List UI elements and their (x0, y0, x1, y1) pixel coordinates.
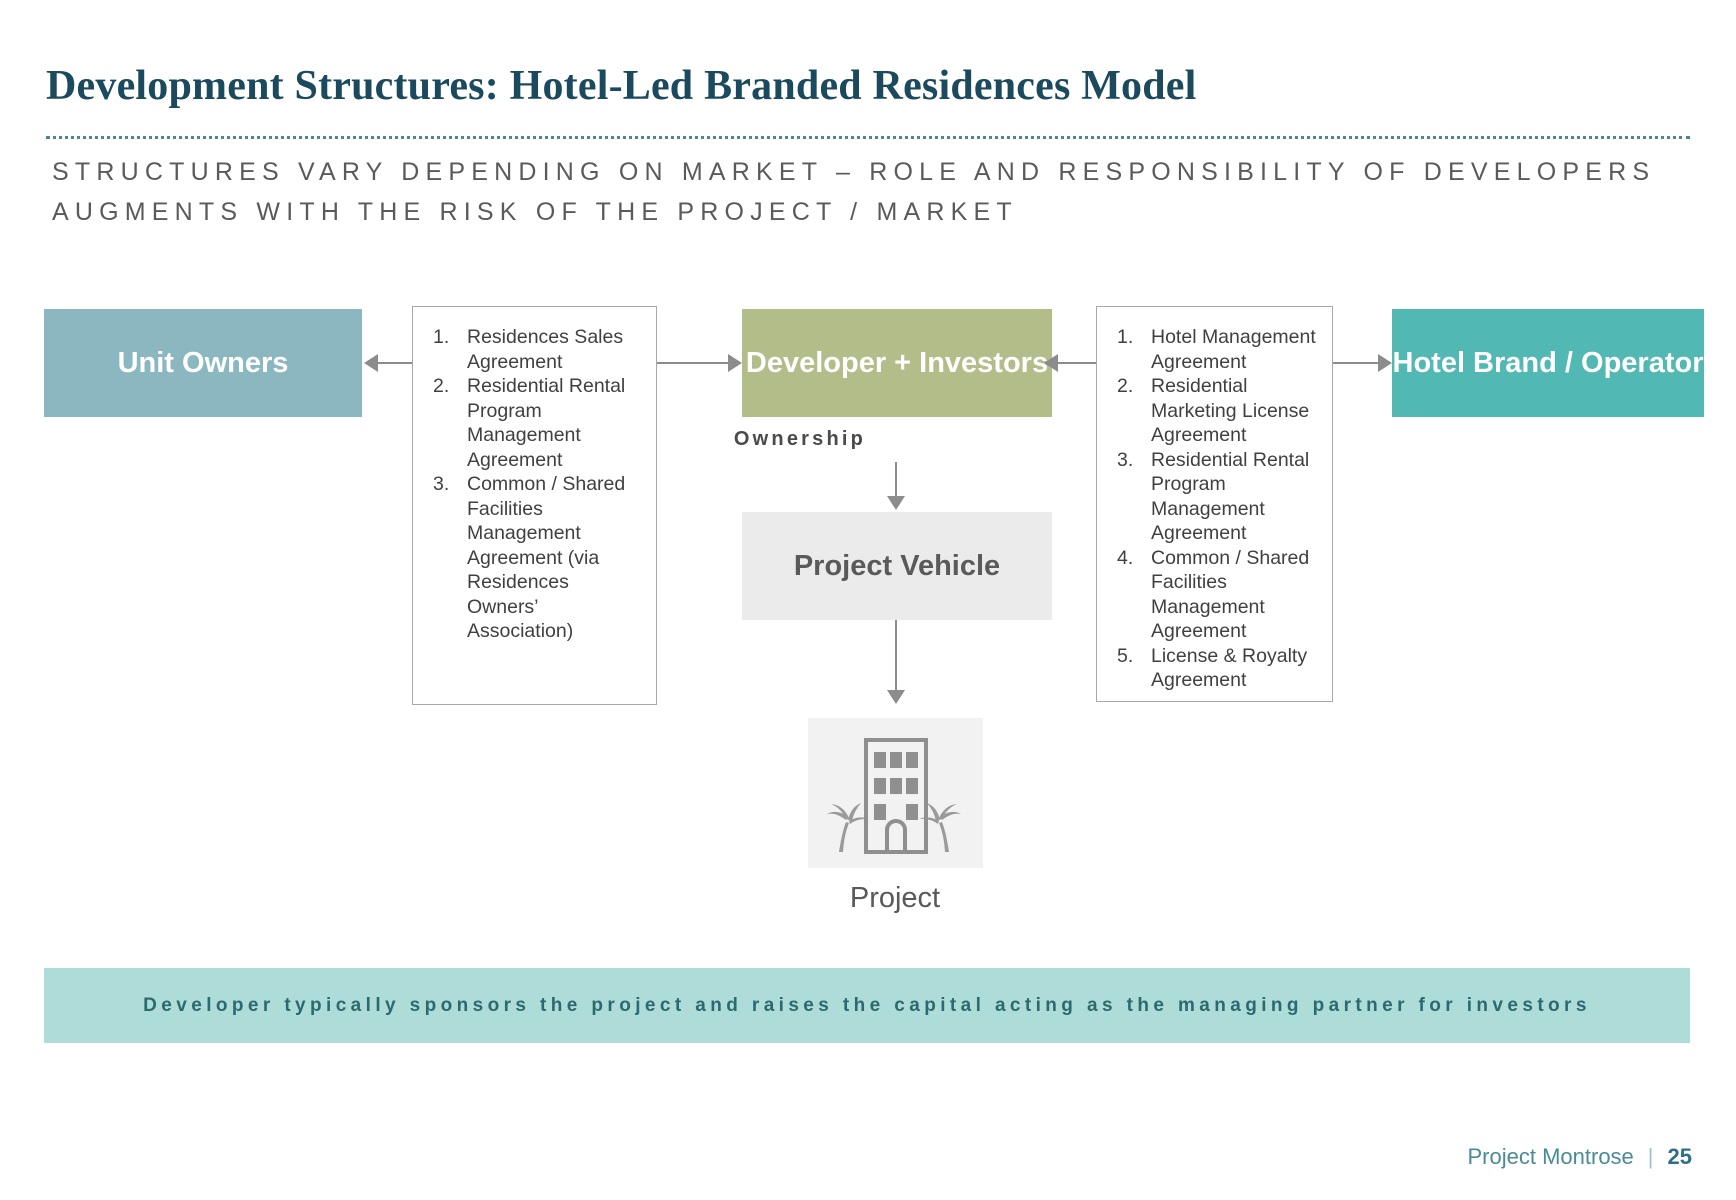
node-hotel-brand-label: Hotel Brand / Operator (1392, 347, 1704, 379)
project-building-icon (808, 718, 983, 868)
node-project-vehicle (742, 512, 1052, 620)
connector-line-left-to-developer (657, 362, 728, 364)
arrow-head-down-vehicle (887, 496, 905, 510)
list-item: License & Royalty Agreement (1151, 644, 1308, 691)
footer-separator: | (1647, 1144, 1654, 1169)
page-number: 25 (1667, 1144, 1692, 1169)
page-subtitle: STRUCTURES VARY DEPENDING ON MARKET – ROLE AND RESPONSIBILITY OF DEVELOPERS AUGMENTS WITH THE RISK OF THE PROJECT / MARKET (52, 158, 1656, 226)
connector-line-developer-to-vehicle (895, 462, 897, 498)
footer-banner (44, 968, 1690, 1043)
connector-line-right-to-hotelbrand (1333, 362, 1378, 364)
list-item: Common / Shared Facilities Management Agreement (1151, 546, 1310, 642)
footer-project-label: Project Montrose (1467, 1144, 1634, 1169)
node-unit-owners (44, 309, 362, 417)
list-item: Residential Marketing License Agreement (1151, 375, 1310, 446)
connector-line-right-to-developer (1058, 362, 1096, 364)
node-developer-investors (742, 309, 1052, 417)
arrow-head-right-hotelbrand (1378, 354, 1392, 372)
title-divider (46, 136, 1690, 139)
connector-line-left-to-unitowners (378, 362, 412, 364)
left-agreements-list (412, 306, 657, 705)
list-item: Residences Sales Agreement (467, 326, 624, 373)
list-item: Residential Rental Program Management Agreement (467, 375, 626, 471)
node-unit-owners-label: Unit Owners (117, 346, 289, 379)
list-item: Residential Rental Program Management Agreement (1151, 448, 1310, 544)
footer-banner-text: Developer typically sponsors the project and raises the capital acting as the managing partner for investors (143, 994, 1591, 1016)
arrow-head-right-developer (728, 354, 742, 372)
node-project-vehicle-label: Project Vehicle (793, 549, 1001, 582)
arrow-head-left-developer (1044, 354, 1058, 372)
project-caption: Project (849, 882, 941, 914)
slide-footer (1468, 1144, 1693, 1170)
node-developer-investors-label: Developer + Investors (745, 347, 1049, 379)
right-agreements-list (1096, 306, 1333, 702)
connector-line-vehicle-to-project (895, 620, 897, 692)
list-item: Common / Shared Facilities Management Agreement (via Residences Owners’ Association) (467, 473, 626, 642)
node-hotel-brand-operator (1392, 309, 1704, 417)
list-item: Hotel Management Agreement (1151, 326, 1316, 373)
page-title: Development Structures: Hotel-Led Branded Residences Model (46, 63, 1197, 109)
arrow-head-down-project (887, 690, 905, 704)
ownership-label: Ownership (733, 428, 867, 450)
arrow-head-left-unitowners (364, 354, 378, 372)
